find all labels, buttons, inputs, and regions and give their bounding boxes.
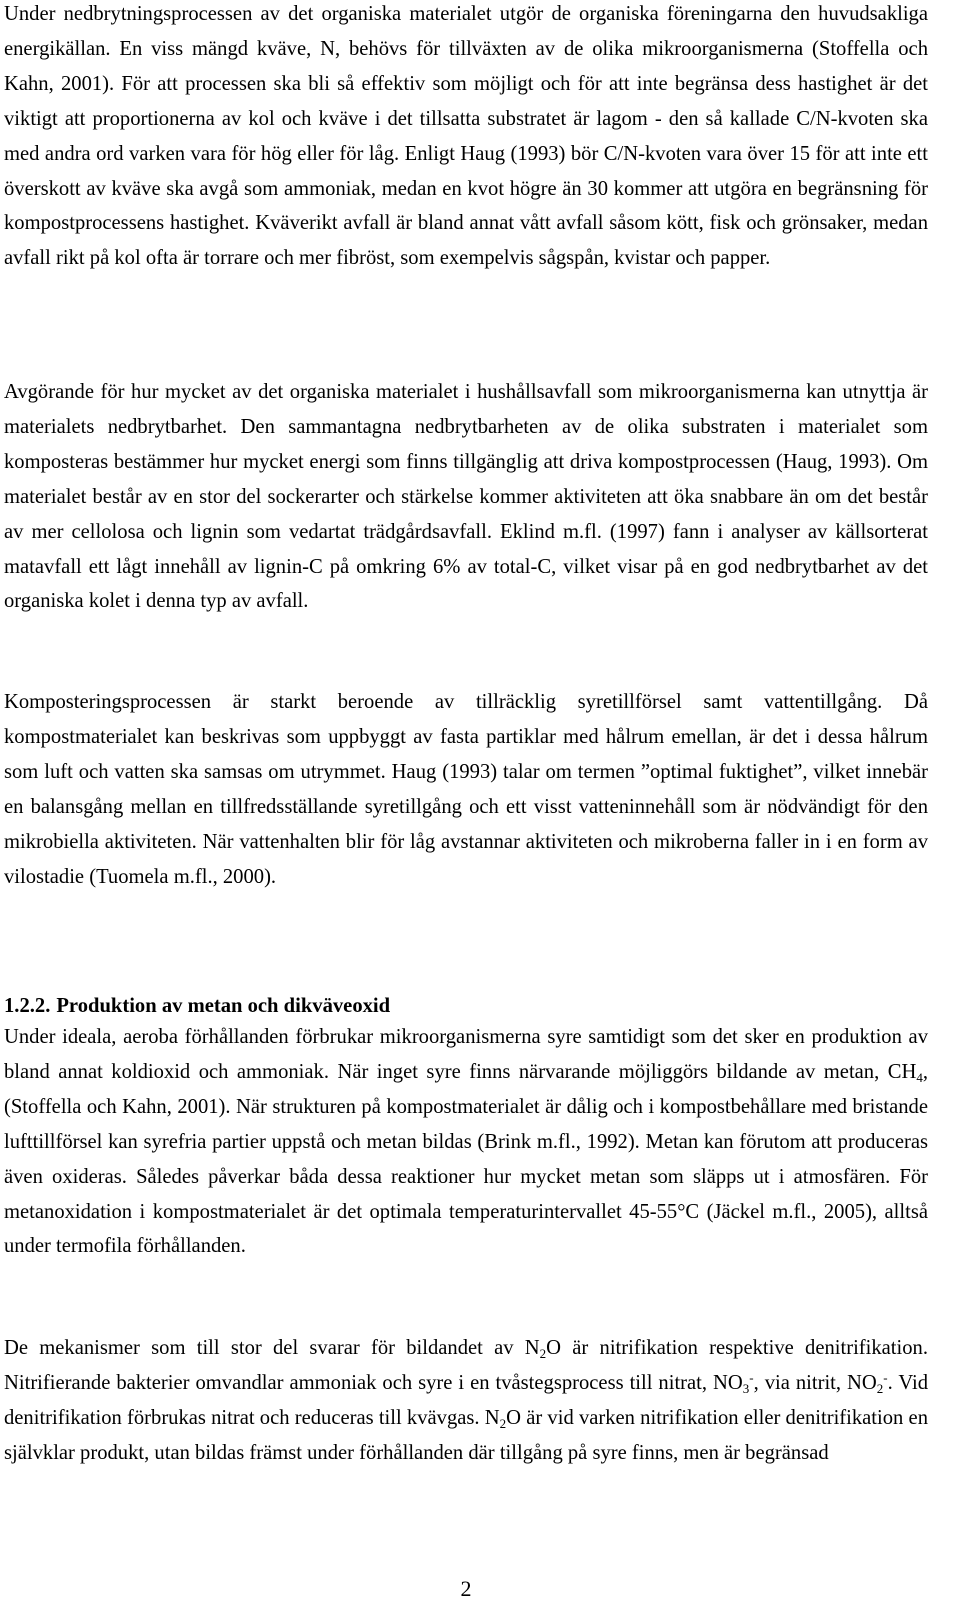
paragraph-oxygen-water: Komposteringsprocessen är starkt beroende av tillräcklig syretillförsel samt vattentillgång. Då kompostmaterialet kan beskrivas som uppbyggt av fasta partiklar med hålrum emellan, är det i dessa hålrum som luft och vatten ska samsas om utrymmet. Haug (1993) talar om termen ”optimal fuktighet”, vilket innebär en balansgång mellan en tillfredsställande syretillgång och ett visst vatteninnehåll som är nödvändigt för den mikrobiella aktiviteten. När vattenhalten blir för låg avstannar aktiviteten och mikroberna faller in i en form av vilostadie (Tuomela m.fl., 2000). [4,691,928,888]
n2-subscript-2: 2 [499,1415,507,1431]
no2-superscript: - [883,1369,888,1385]
no3-superscript: - [749,1369,754,1385]
paragraph-methane [4,1020,928,1264]
no2-subscript: 2 [876,1380,884,1396]
n2o-text-3: , via nitrit, NO [753,1371,877,1394]
page-number: 2 [460,1576,472,1601]
n2o-text-5: O är vid varken nitrifikation eller denitrifikation en självklar produkt, utan bildas främst under förhållanden där tillgång på syre finns, men är begränsad [4,1406,928,1464]
paragraph-nitrous-oxide [4,1331,928,1471]
section-title: Produktion av metan och dikväveoxid [56,995,391,1017]
section-number: 1.2.2. [4,995,51,1017]
section-heading [4,989,390,1024]
methane-text-2: , (Stoffella och Kahn, 2001). När strukturen på kompostmaterialet är dålig och i kompostbehållare med bristande lufttillförsel kan syrefria partier uppstå och metan bildas (Brink m.fl., 1992). Metan kan förutom att produceras även oxideras. Således påverkar båda dessa reaktioner hur mycket metan som släpps ut i atmosfären. För metanoxidation i kompostmaterialet är det optimala temperaturintervallet 45-55°C (Jäckel m.fl., 2005), alltså under termofila förhållanden. [4,1060,928,1258]
n2o-text-2: O är nitrifikation respektive denitrifikation. Nitrifierande bakterier omvandlar ammoniak och syre i en tvåstegsprocess till nitrat, NO [4,1337,928,1394]
n2o-text-1: De mekanismer som till stor del svarar för bildandet av N [4,1337,540,1359]
n2o-text-4: . Vid denitrifikation förbrukas nitrat och reduceras till kvävgas. N [4,1371,929,1429]
methane-text-1: Under ideala, aeroba förhållanden förbrukar mikroorganismerna syre samtidigt som det sker en produktion av bland annat koldioxid och ammoniak. När inget syre finns närvarande möjliggörs bildande av metan, CH [4,1026,928,1083]
paragraph-cn-ratio: Under nedbrytningsprocessen av det organiska materialet utgör de organiska föreningarna den huvudsakliga energikällan. En viss mängd kväve, N, behövs för tillväxten av de olika mikroorganismerna (Stoffella och Kahn, 2001). För att processen ska bli så effektiv som möjligt och för att inte begränsa dess hastighet är det viktigt att proportionerna av kol och kväve i det tillsatta substratet är lagom - den så kallade C/N-kvoten ska med andra ord varken vara för hög eller för låg. Enligt Haug (1993) bör C/N-kvoten vara över 15 för att inte ett överskott av kväve ska avgå som ammoniak, medan en kvot högre än 30 kommer att utgöra en begränsning för kompostprocessens hastighet. Kväverikt avfall är bland annat vått avfall såsom kött, fisk och grönsaker, medan avfall rikt på kol ofta är torrare och mer fibröst, som exempelvis sågspån, kvistar och papper. [4,3,928,270]
n2-subscript: 2 [539,1346,547,1361]
no3-subscript: 3 [742,1380,750,1396]
paragraph-degradability: Avgörande för hur mycket av det organiska materialet i hushållsavfall som mikroorganismerna kan utnyttja är materialets nedbrytbarhet. Den sammantagna nedbrytbarheten av de olika substraten i materialet som komposteras bestämmer hur mycket energi som finns tillgänglig att driva kompostprocessen (Haug, 1993). Om materialet består av en stor del sockerarter och stärkelse kommer aktiviteten att öka snabbare än om det består av mer cellolosa och lignin som vedartat trädgårdsavfall. Eklind m.fl. (1997) fann i analyser av källsorterat matavfall ett lågt innehåll av lignin-C på omkring 6% av total-C, vilket visar på en god nedbrytbarhet av det organiska kolet i denna typ av avfall. [4,381,928,613]
ch4-subscript: 4 [916,1069,923,1085]
